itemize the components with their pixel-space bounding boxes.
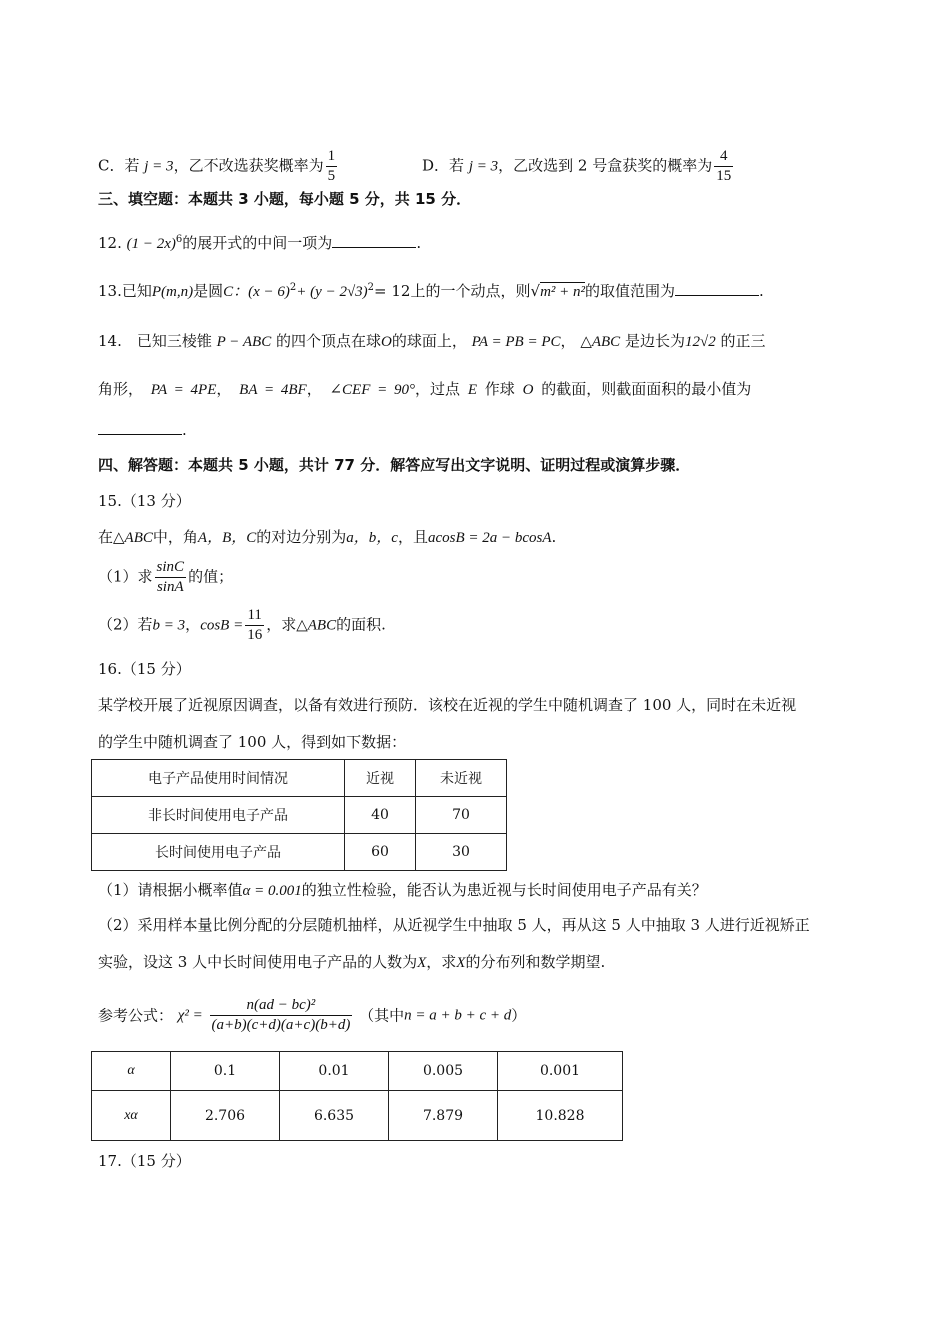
fraction: $\frac{\sin C}{\sin A}$ bbox=[156, 559, 185, 595]
table-cell: 0.1 bbox=[171, 1052, 280, 1091]
reference-formula: 参考公式： χ² = $\frac{\text{n(ad − bc)²}}{(a+b)(c+d)(a+c)(b+d)}$ （其中n = a + b + c + d） bbox=[98, 997, 527, 1033]
question-16-stem-line-2: 的学生中随机调查了 100 人，得到如下数据： bbox=[98, 733, 407, 751]
table-header: 未近视 bbox=[416, 760, 507, 797]
table-cell: 0.01 bbox=[280, 1052, 389, 1091]
table-cell: 6.635 bbox=[280, 1091, 389, 1141]
table-cell: 10.828 bbox=[498, 1091, 623, 1141]
question-16-stem-line-1: 某学校开展了近视原因调查，以备有效进行预防．该校在近视的学生中随机调查了 100 人，同时在未近视 bbox=[98, 696, 797, 714]
answer-blank bbox=[675, 281, 759, 296]
question-14-answer-blank: . bbox=[98, 420, 187, 439]
question-16-part-1: （1）请根据小概率值α = 0.001的独立性检验，能否认为患近视与长时间使用电子产品有关？ bbox=[98, 881, 707, 899]
question-15-head: 15.（13 分） bbox=[98, 492, 191, 510]
table-row bbox=[92, 797, 507, 834]
table-cell: 70 bbox=[416, 797, 507, 834]
question-13: 13.已知P(m,n)是圆C：$(x - 6)^2+ (y - 2√3)^2= 12$上的一个动点，则√m² + n²的取值范围为 . bbox=[98, 282, 764, 300]
question-16-part-2-line-1: （2）采用样本量比例分配的分层随机抽样，从近视学生中抽取 5 人，再从这 5 人中抽取 3 人进行近视矫正 bbox=[98, 916, 810, 934]
question-15-stem: 在△ABC中，角A，B，C的对边分别为a，b，c，且acosB = 2a − bcosA. bbox=[98, 528, 557, 546]
table-cell: 长时间使用电子产品 bbox=[92, 834, 345, 871]
q11-option-d: D．若 j = 3，乙改选到 2 号盒获奖的概率为 $\frac{4}{15}$ bbox=[422, 148, 732, 184]
table-cell: 7.879 bbox=[389, 1091, 498, 1141]
question-16-part-2-line-2: 实验，设这 3 人中长时间使用电子产品的人数为X，求X的分布列和数学期望. bbox=[98, 953, 606, 971]
question-15-part-2: （2）若b = 3，cosB = $\frac{11}{16}$ ，求△ABC的面积. bbox=[98, 607, 386, 643]
question-14-line-1: 14. 已知三棱锥 P − ABC 的四个顶点在球O的球面上， PA = PB = PC， △ABC 是边长为12√2 的正三 bbox=[98, 332, 766, 350]
answer-blank bbox=[332, 233, 416, 248]
fraction: $\frac{11}{16}$ bbox=[247, 607, 263, 643]
question-17-head: 17.（15 分） bbox=[98, 1152, 191, 1170]
question-16-head: 16.（15 分） bbox=[98, 660, 191, 678]
table-cell: 非长时间使用电子产品 bbox=[92, 797, 345, 834]
fraction: $\frac{1}{5}$ bbox=[327, 148, 336, 184]
table-row bbox=[92, 1052, 623, 1091]
critical-value-table bbox=[91, 1051, 623, 1141]
table-row bbox=[92, 834, 507, 871]
q11-option-c: C．若 j = 3，乙不改选获奖概率为 $\frac{1}{5}$ bbox=[98, 148, 336, 184]
table-cell: 0.001 bbox=[498, 1052, 623, 1091]
table-cell: 40 bbox=[345, 797, 416, 834]
section-4-title: 四、解答题：本题共 5 小题，共计 77 分．解答应写出文字说明、证明过程或演算步骤． bbox=[98, 456, 691, 474]
fraction: $\frac{4}{15}$ bbox=[716, 148, 732, 184]
table-header: 近视 bbox=[345, 760, 416, 797]
question-14-line-2: 角形， PA = 4PE， BA = 4BF， ∠CEF = 90°，过点 E 作球 O 的截面，则截面面积的最小值为 bbox=[98, 380, 752, 398]
table-header: 电子产品使用时间情况 bbox=[92, 760, 345, 797]
question-15-part-1: （1）求 $\frac{\sin C}{\sin A}$ 的值； bbox=[98, 559, 234, 595]
section-3-title: 三、填空题：本题共 3 小题，每小题 5 分，共 15 分． bbox=[98, 190, 472, 208]
table-cell: 2.706 bbox=[171, 1091, 280, 1141]
table-row bbox=[92, 1091, 623, 1141]
chi-square-formula: $\frac{\text{n(ad − bc)²}}{(a+b)(c+d)(a+c)(b+d)}$ bbox=[211, 997, 351, 1033]
survey-table bbox=[91, 759, 507, 871]
table-cell: 0.005 bbox=[389, 1052, 498, 1091]
table-cell: 60 bbox=[345, 834, 416, 871]
table-cell: xα bbox=[92, 1091, 171, 1141]
table-cell: 30 bbox=[416, 834, 507, 871]
question-12: 12. $(1 - 2x)^6$的展开式的中间一项为 . bbox=[98, 234, 422, 252]
table-cell: α bbox=[92, 1052, 171, 1091]
